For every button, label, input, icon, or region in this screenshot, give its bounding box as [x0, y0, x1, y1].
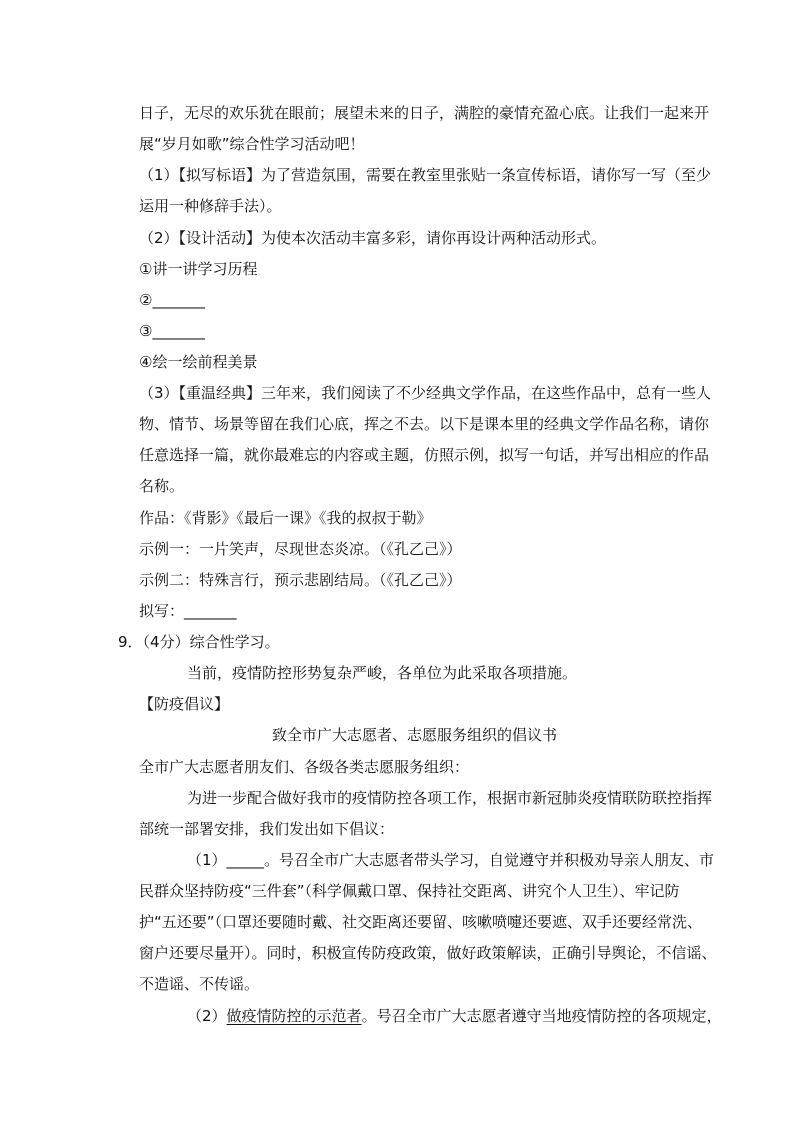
- letter-title: 致全市广大志愿者、志愿服务组织的倡议书: [272, 726, 558, 744]
- item2-number: （2）: [187, 1007, 227, 1025]
- q3-line-4: 名称。: [139, 477, 185, 495]
- q2-option-3-blank: ③_______: [139, 322, 205, 340]
- q2-option-2-blank: ②_______: [139, 291, 205, 309]
- item1-line-1: （1）_____。号召全市广大志愿者带头学习，自觉遵守并积极劝导亲人朋友、市: [187, 851, 715, 869]
- q3-example-1: 示例一：一片笑声，尽现世态炎凉。（《孔乙己》）: [139, 540, 462, 558]
- item2-rest: 。号召全市广大志愿者遵守当地疫情防控的各项规定，: [361, 1007, 722, 1025]
- letter-intro-line-2: 部统一部署安排，我们发出如下倡议：: [139, 820, 395, 838]
- q3-line-1: （3）【重温经典】三年来，我们阅读了不少经典文学作品，在这些作品中，总有一些人: [139, 384, 712, 402]
- item1-line-4: 窗户还要尽量开）。同时，积极宣传防疫政策，做好政策解读，正确引导舆论，不信谣、: [139, 944, 717, 962]
- item2-line-1: [187, 1005, 722, 1027]
- q3-line-3: 任意选择一篇，就你最难忘的内容或主题，仿照示例，拟写一句话，并写出相应的作品: [139, 446, 710, 464]
- q3-draft-blank: 拟写：_______: [139, 602, 237, 620]
- item1-line-2: 民群众坚持防疫“三件套”（科学佩戴口罩、保持社交距离、讲究个人卫生）、牢记防: [139, 882, 680, 900]
- intro-line-1: 日子，无尽的欢乐犹在眼前；展望未来的日子，满腔的豪情充盈心底。让我们一起来开: [139, 104, 710, 122]
- letter-salutation: 全市广大志愿者朋友们、各级各类志愿服务组织：: [139, 758, 470, 776]
- q2-option-4: ④绘一绘前程美景: [139, 353, 258, 371]
- q9-header: 9．（4分）综合性学习。: [118, 633, 280, 651]
- q3-example-2: 示例二：特殊言行，预示悲剧结局。（《孔乙己》）: [139, 571, 462, 589]
- item1-line-5: 不造谣、不传谣。: [139, 975, 260, 993]
- q3-line-2: 物、情节、场景等留在我们心底，挥之不去。以下是课本里的经典文学作品名称，请你: [139, 415, 710, 433]
- q3-works: 作品：《背影》《最后一课》《我的叔叔于勒》: [139, 509, 432, 527]
- item1-line-3: 护“五还要”（口罩还要随时戴、社交距离还要留、咳嗽喷嚏还要遮、双手还要经常洗、: [139, 913, 703, 931]
- intro-line-2: 展“岁月如歌”综合性学习活动吧！: [139, 135, 365, 153]
- q1-line-1: （1）【拟写标语】为了营造氛围，需要在教室里张贴一条宣传标语，请你写一写（至少: [139, 166, 712, 184]
- q9-section-label: 【防疫倡议】: [139, 695, 230, 713]
- q9-paragraph: 当前，疫情防控形势复杂严峻，各单位为此采取各项措施。: [187, 664, 578, 682]
- letter-intro-line-1: 为进一步配合做好我市的疫情防控各项工作，根据市新冠肺炎疫情联防联控指挥: [187, 789, 713, 807]
- q1-line-2: 运用一种修辞手法）。: [139, 197, 282, 215]
- q2-stem: （2）【设计活动】为使本次活动丰富多彩，请你再设计两种活动形式。: [139, 229, 607, 247]
- q2-option-1: ①讲一讲学习历程: [139, 260, 258, 278]
- item2-underlined-phrase: 做疫情防控的示范者: [226, 1007, 362, 1025]
